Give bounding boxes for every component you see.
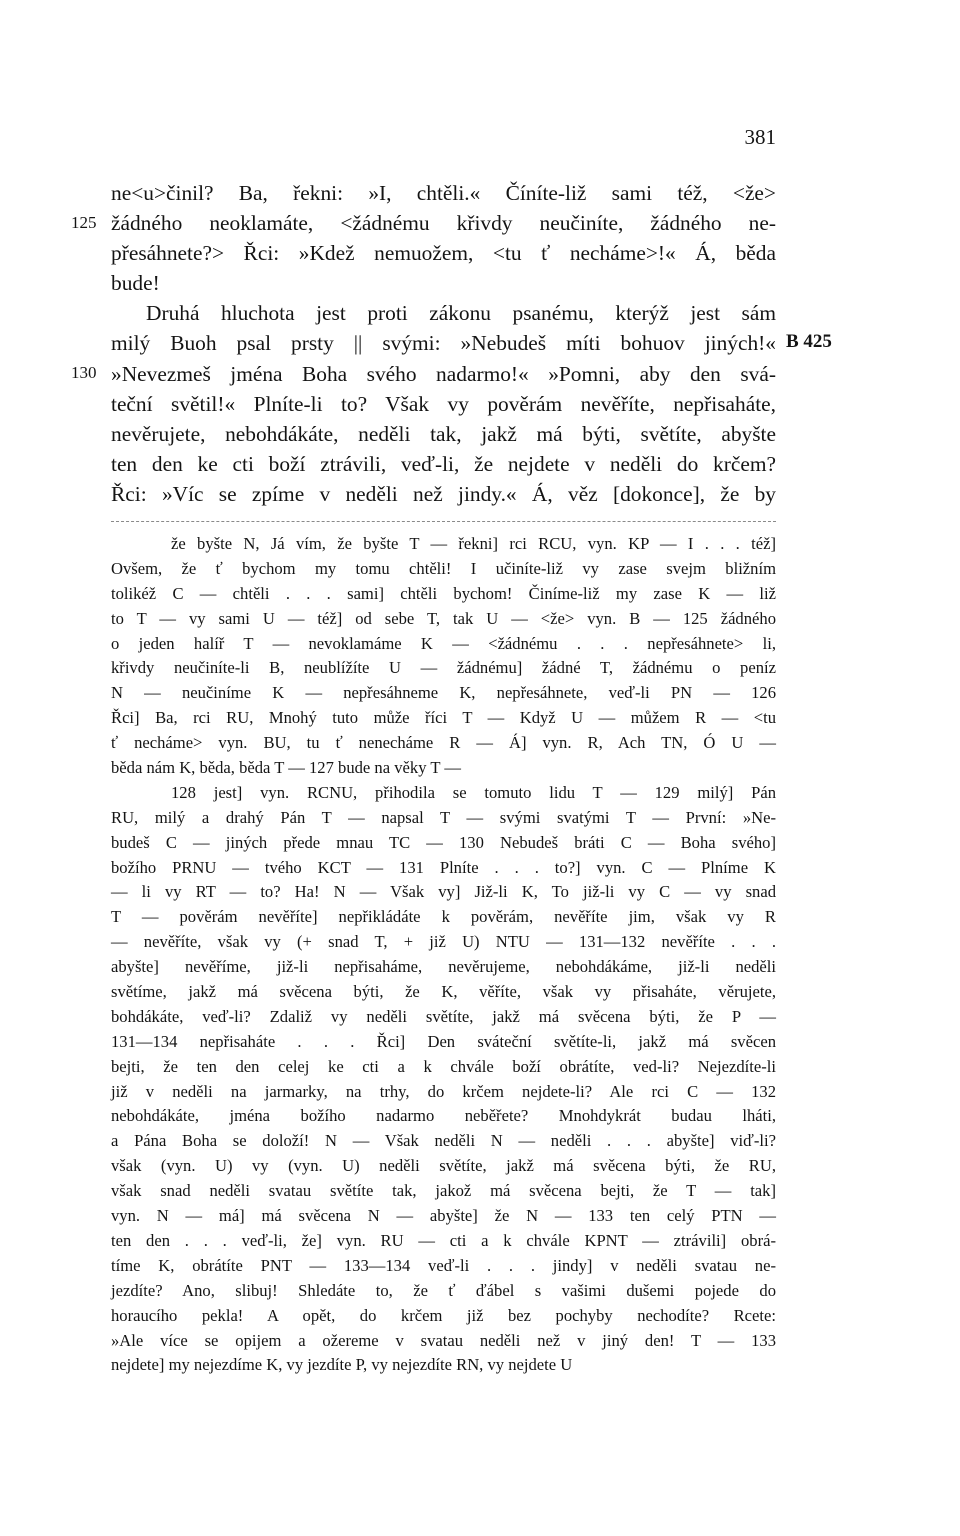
- main-text-line: teční světil!« Plníte-li to? Však vy pověrám nevěříte, nepřisaháte,: [111, 391, 776, 416]
- apparatus-line: nebohdákáte, jména božího nadarmo neběřete? Mnohdykrát budau lháti,: [111, 1106, 776, 1126]
- main-text-line: milý Buoh psal prsty || svými: »Nebudeš míti bohuov jiných!«: [111, 331, 776, 356]
- apparatus-line: tolikéž C — chtěli . . . sami] chtěli bychom! Činíme-liž my zase K — liž: [111, 583, 776, 603]
- apparatus-separator: [111, 521, 776, 522]
- apparatus-line: — nevěříte, však vy (+ snad T, + již U) NTU — 131—132 nevěříte . . .: [111, 932, 776, 952]
- apparatus-line: tíme K, obrátíte PNT — 133—134 veď-li . . . jindy] v neděli svatau ne-: [111, 1255, 776, 1275]
- main-text: [111, 178, 776, 509]
- main-text-line: ten den ke cti boží ztrávili, veď-li, že nejdete v neděli do krčem?: [111, 451, 776, 476]
- apparatus-line: »Ale více se opijem a ožereme v svatau neděli než v jiný den! T — 133: [111, 1330, 776, 1350]
- apparatus-line: Ovšem, že ť bychom my tomu chtěli! I učiníte-liž vy zase svejm bližním: [111, 558, 776, 578]
- apparatus-line: bejti, že ten den celej ke cti a k chvále boží obrátíte, ved-li? Nejezdíte-li: [111, 1056, 776, 1076]
- apparatus-line: T — pověrám nevěříte] nepřikládáte k pověrám, nevěříte jim, však vy R: [111, 907, 776, 927]
- apparatus-line: křivdy neučiníte-li B, neublížíte U — žádnému] žádné T, žádnému o peníz: [111, 658, 776, 678]
- apparatus-line: běda nám K, běda, běda T — 127 bude na věky T —: [111, 758, 461, 778]
- apparatus-line: a Pána Boha se doloží! N — Však neděli N — neděli . . . abyšte] viď-li?: [111, 1131, 776, 1151]
- apparatus-line: nejdete] my nejezdíme K, vy jezdíte P, vy nejezdíte RN, vy nejdete U: [111, 1355, 573, 1375]
- apparatus-line: jezdíte? Ano, slibuj! Shledáte to, že ť ďábel s vašimi dušemi pojede do: [111, 1280, 776, 1300]
- apparatus-line: božího PRNU — tvého KCT — 131 Plníte . . . to?] vyn. C — Plníme K: [111, 857, 776, 877]
- apparatus-line: 131—134 nepřisaháte . . . Řci] Den sváteční světíte-li, jakž má svěcen: [111, 1031, 776, 1051]
- main-text-line: přesáhnete?> Řci: »Kdež nemuožem, <tu ť necháme>!« Á, běda: [111, 241, 776, 266]
- apparatus-line: že byšte N, Já vím, že byšte T — řekni] rci RCU, vyn. KP — I . . . též]: [171, 534, 776, 553]
- apparatus-line: N — neučiníme K — nepřesáhneme K, nepřesáhnete, veď-li PN — 126: [111, 683, 776, 703]
- margin-reference: B 425: [786, 331, 832, 352]
- main-text-line: ne<u>činil? Ba, řekni: »I, chtěli.« Číníte-liž sami též, <že>: [111, 181, 776, 205]
- main-text-line: žádného neoklamáte, <žádnému křivdy neučiníte, žádného ne-: [111, 211, 776, 236]
- apparatus-line: bohdákáte, veď-li? Zdaliž vy neděli světíte, jakž má svěcena býti, že P —: [111, 1006, 776, 1026]
- main-text-line: bude!: [111, 271, 160, 296]
- apparatus-line: však snad neděli svatau světíte tak, jakož má svěcena bejti, že T — tak]: [111, 1181, 776, 1201]
- apparatus-line: o jeden halíř T — nevoklamáme K — <žádnému . . . nepřesáhnete> li,: [111, 633, 776, 653]
- apparatus-line: světíme, jakž má svěcena býti, že K, věříte, však vy přisaháte, věrujete,: [111, 982, 776, 1002]
- apparatus-line: ť necháme> vyn. BU, tu ť nenecháme R — Á] vyn. R, Ach TN, Ó U —: [111, 733, 776, 753]
- apparatus-line: vyn. N — má] má svěcena N — abyšte] že N — 133 ten celý PTN —: [111, 1206, 776, 1226]
- apparatus-line: již v neděli na jarmarky, na trhy, do krčem nejdete-li? Ale rci C — 132: [111, 1081, 776, 1101]
- apparatus-line: — li vy RT — to? Ha! N — Však vy] Již-li K, To již-li vy C — vy snad: [111, 882, 776, 902]
- main-text-line: »Nevezmeš jména Boha svého nadarmo!« »Pomni, aby den svá-: [111, 361, 776, 386]
- apparatus-line: 128 jest] vyn. RCNU, přihodila se tomuto lidu T — 129 milý] Pán: [171, 782, 776, 802]
- apparatus-line: RU, milý a drahý Pán T — napsal T — svými svatými T — První: »Ne-: [111, 807, 776, 827]
- apparatus-line: ten den . . . veď-li, že] vyn. RU — cti a k chvále KPNT — ztrávili] obrá-: [111, 1230, 776, 1250]
- main-text-line: nevěrujete, nebohdákáte, neděli tak, jakž má býti, světíte, abyšte: [111, 421, 776, 446]
- apparatus-line: však (vyn. U) vy (vyn. U) neděli světíte, jakž má svěcena býti, že RU,: [111, 1156, 776, 1176]
- apparatus-line: Řci] Ba, rci RU, Mnohý tuto může říci T — Když U — můžem R — <tu: [111, 708, 776, 728]
- apparatus-line: budeš C — jiných přede mnau TC — 130 Nebudeš bráti C — Boha svého]: [111, 832, 776, 852]
- apparatus-line: to T — vy sami U — též] od sebe T, tak U — <že> vyn. B — 125 žádného: [111, 608, 776, 628]
- main-text-line: Řci: »Víc se zpíme v neděli než jindy.« Á, věz [dokonce], že by: [111, 481, 776, 506]
- apparatus-line: abyšte] nevěříme, již-li nepřisaháme, nevěrujeme, nebohdákáme, již-li neděli: [111, 957, 776, 977]
- critical-apparatus: [111, 532, 776, 1378]
- main-text-line: Druhá hluchota jest proti zákonu psanému, kterýž jest sám: [146, 301, 776, 326]
- apparatus-line: horaucího pekla! A opět, do krčem již bez pochyby nechodíte? Rcete:: [111, 1305, 776, 1325]
- line-number-125: 125: [71, 213, 97, 232]
- page-number: 381: [744, 125, 776, 149]
- line-number-130: 130: [71, 363, 97, 382]
